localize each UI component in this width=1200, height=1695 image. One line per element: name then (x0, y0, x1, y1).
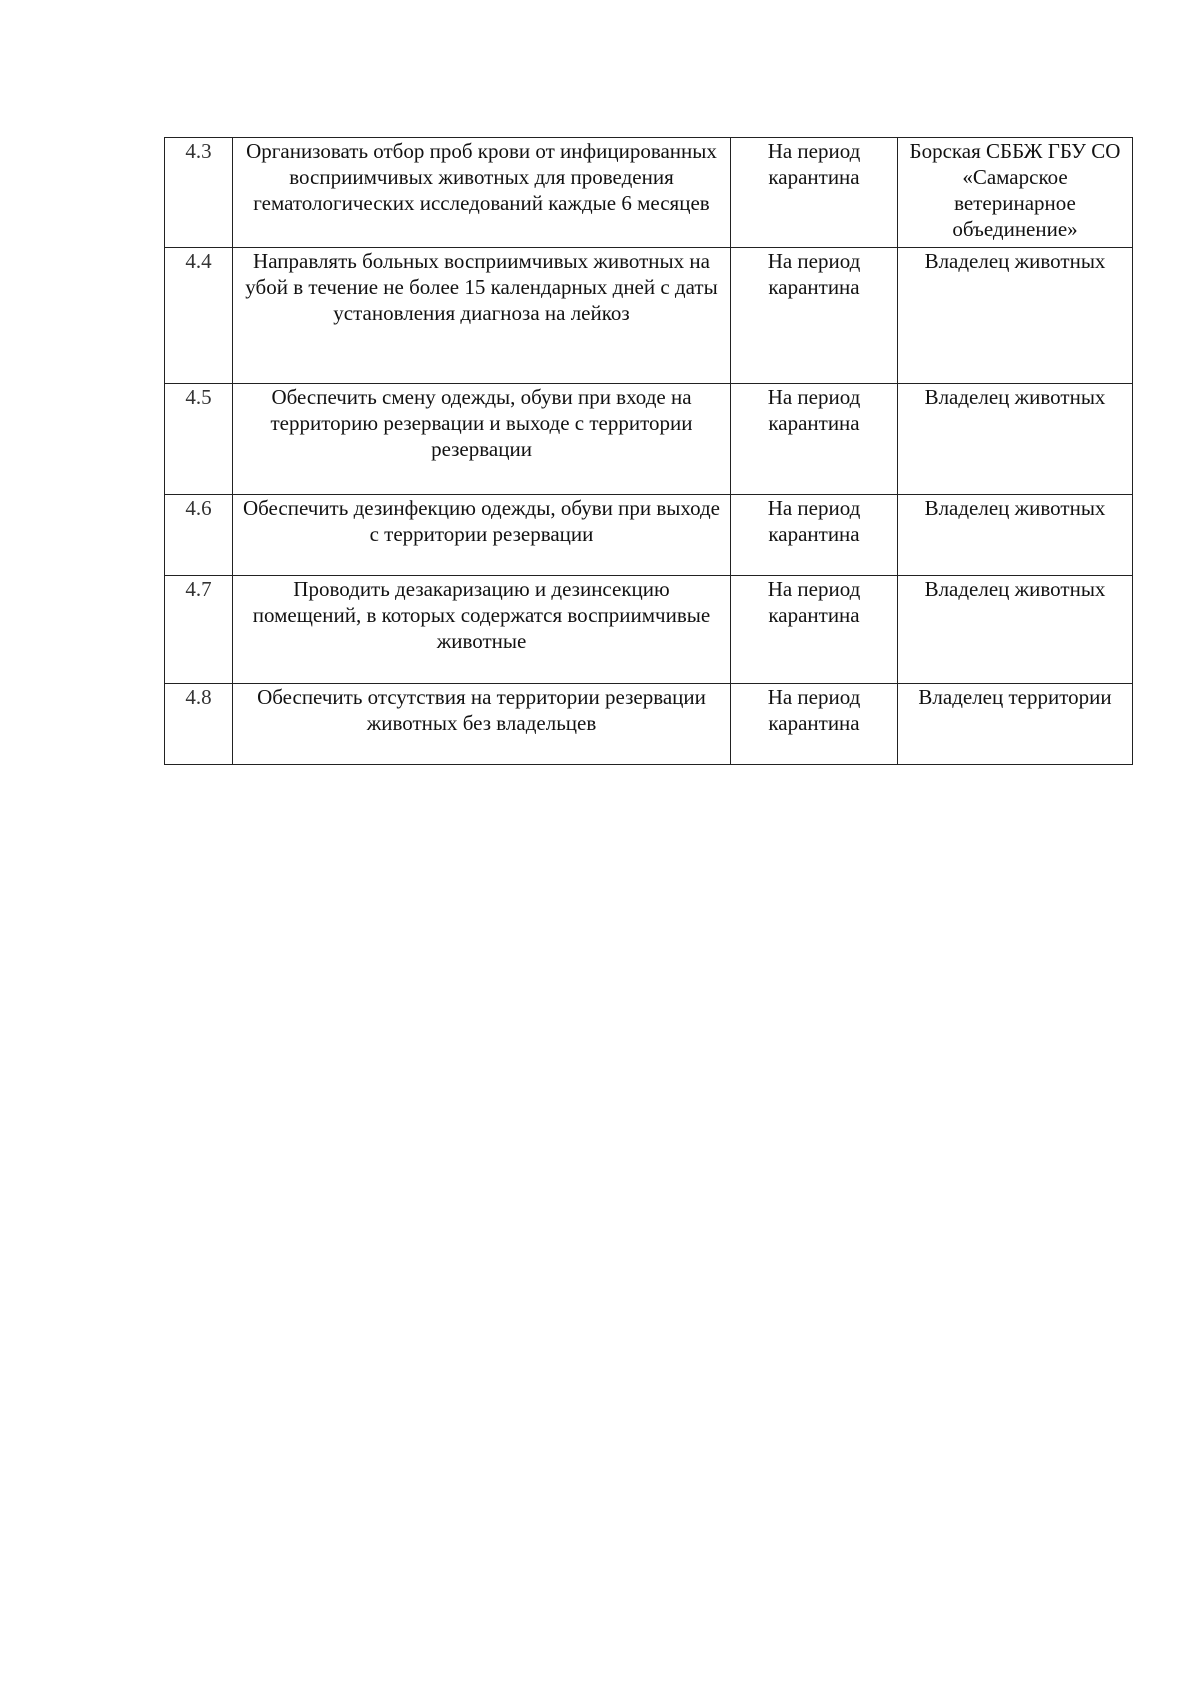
item-number: 4.3 (165, 138, 233, 248)
table-row (165, 138, 1133, 248)
responsible-text: Владелец животных (898, 248, 1133, 384)
measures-table (164, 137, 1133, 765)
action-text: Обеспечить дезинфекцию одежды, обуви при выходе с территории резервации (233, 495, 731, 576)
table-row (165, 684, 1133, 765)
item-number: 4.7 (165, 576, 233, 684)
table-row (165, 576, 1133, 684)
responsible-text: Владелец животных (898, 495, 1133, 576)
item-number: 4.4 (165, 248, 233, 384)
table-row (165, 248, 1133, 384)
item-number: 4.8 (165, 684, 233, 765)
term-text: На период карантина (731, 576, 898, 684)
item-number: 4.5 (165, 384, 233, 495)
action-text: Проводить дезакаризацию и дезинсекцию помещений, в которых содержатся восприимчивые животные (233, 576, 731, 684)
action-text: Обеспечить отсутствия на территории резервации животных без владельцев (233, 684, 731, 765)
table-row (165, 384, 1133, 495)
responsible-text: Владелец животных (898, 384, 1133, 495)
item-number: 4.6 (165, 495, 233, 576)
action-text: Организовать отбор проб крови от инфицированных восприимчивых животных для проведения гематологических исследований каждые 6 месяцев (233, 138, 731, 248)
action-text: Обеспечить смену одежды, обуви при входе на территорию резервации и выходе с территории резервации (233, 384, 731, 495)
action-text: Направлять больных восприимчивых животных на убой в течение не более 15 календарных дней с даты установления диагноза на лейкоз (233, 248, 731, 384)
term-text: На период карантина (731, 495, 898, 576)
term-text: На период карантина (731, 248, 898, 384)
responsible-text: Владелец территории (898, 684, 1133, 765)
table-row (165, 495, 1133, 576)
term-text: На период карантина (731, 384, 898, 495)
responsible-text: Владелец животных (898, 576, 1133, 684)
term-text: На период карантина (731, 138, 898, 248)
term-text: На период карантина (731, 684, 898, 765)
responsible-text: Борская СББЖ ГБУ СО «Самарское ветеринарное объединение» (898, 138, 1133, 248)
